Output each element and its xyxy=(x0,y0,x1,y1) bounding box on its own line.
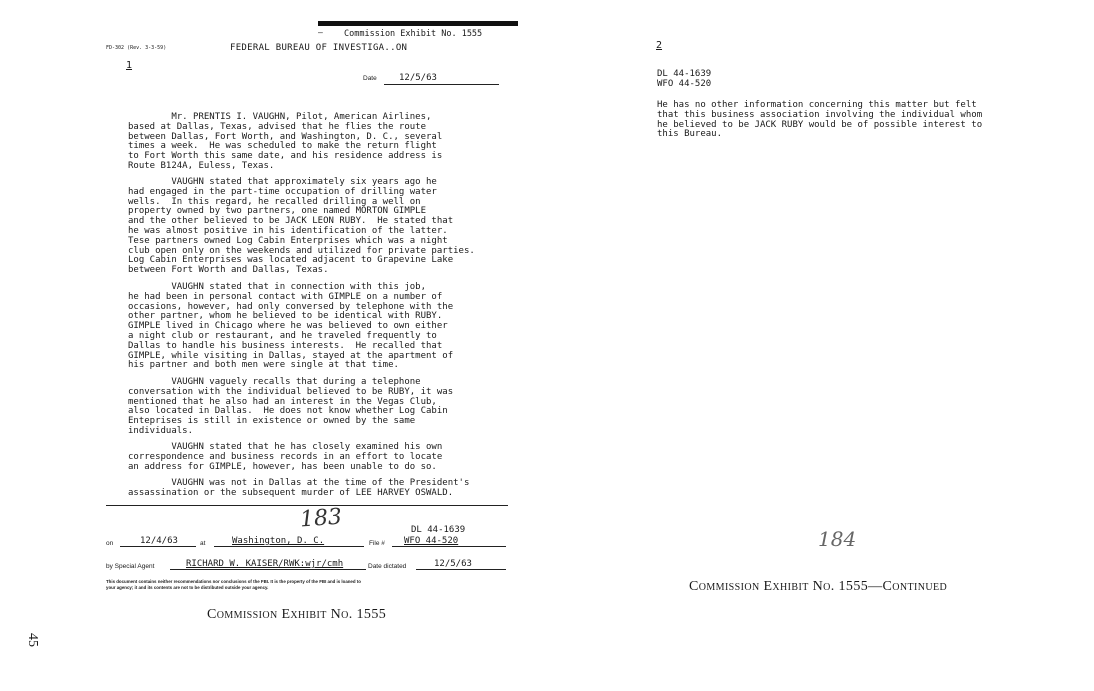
file-number-underline xyxy=(392,546,506,547)
margin-page-number: 45 xyxy=(25,633,40,647)
at-label: at xyxy=(200,540,206,547)
paragraph-4: VAUGHN vaguely recalls that during a telephone conversation with the individual believed to be RUBY, it was mentioned that he also had an interest in the Vegas Club, also located in Dallas. He does not know whether Log Cabin Enteprises is still in existence or owned by the same individuals. xyxy=(128,377,454,436)
footer-separator xyxy=(106,505,508,506)
agent-underline xyxy=(170,569,366,570)
agent-name: RICHARD W. KAISER/RWK:wjr/cmh xyxy=(186,559,344,569)
on-label: on xyxy=(106,540,114,547)
handwritten-page-number: 183 xyxy=(299,504,343,533)
paragraph-2: VAUGHN stated that approximately six years ago he had engaged in the part-time occupation of drilling water wells. In this regard, he recalled drilling a well on property owned by two partners, one named MORTON GIMPLE and the other believed to be JACK LEON RUBY. He stated that he was almost positive in his identification of the latter. Tese partners owned Log Cabin Enterprises which was a night club open only on the weekends and utilized for private parties. Log Cabin Enterprises was located adjacent to Grapevine Lake between Fort Worth and Dallas, Texas. xyxy=(128,177,475,276)
dictated-label: Date dictated xyxy=(368,563,407,570)
date-value: 12/5/63 xyxy=(399,73,437,83)
right-handwritten-page-number: 184 xyxy=(818,527,857,551)
form-number: FD-302 (Rev. 3-3-59) xyxy=(106,45,167,51)
paragraph-3: VAUGHN stated that in connection with this job, he had been in personal contact with GIMPLE on a number of occasions, however, had only conversed by telephone with the other partner, whom he believed to be identical with RUBY. GIMPLE lived in Chicago where he was believed to own either a night club or restaurant, and he traveled frequently to Dallas to handle his business interests. He recalled that GIMPLE, while visiting in Dallas, stayed at the apartment of his partner and both men were single at that time. xyxy=(128,282,454,371)
paragraph-5: VAUGHN stated that he has closely examined his own correspondence and business records in an effort to locate an address for GIMPLE, however, has been unable to do so. xyxy=(128,442,443,472)
paragraph-6: VAUGHN was not in Dallas at the time of the President's assassination or the subsequent murder of LEE HARVEY OSWALD. xyxy=(128,478,470,498)
page-number: 1 xyxy=(126,60,133,71)
interview-location: Washington, D. C. xyxy=(232,536,325,546)
exhibit-caption: Commission Exhibit No. 1555 xyxy=(207,607,387,622)
file-label: File # xyxy=(369,540,385,547)
paragraph-1: Mr. PRENTIS I. VAUGHN, Pilot, American Airlines, based at Dallas, Texas, advised that he flies the route between Dallas, Fort Worth, and Washington, D. C., several times a week. He was scheduled to make the return flight to Fort Worth this same date, and his residence address is Route B124A, Euless, Texas. xyxy=(128,112,443,171)
date-underline xyxy=(384,84,499,85)
file-number: WFO 44-520 xyxy=(404,536,459,546)
dictated-underline xyxy=(416,569,506,570)
right-file-refs: DL 44-1639 WFO 44-520 xyxy=(657,69,712,89)
right-paragraph: He has no other information concerning this matter but felt that this business association involving the individual whom he believed to be JACK RUBY would be of possible interest to this Bureau. xyxy=(657,100,983,140)
exhibit-stamp-dash: — xyxy=(318,28,323,37)
right-page-number: 2 xyxy=(656,40,663,51)
fbi-disclaimer: This document contains neither recommendations nor conclusions of the FBI. It is the property of the FBI and is loaned to your agency; it and its contents are not to be distributed outside your agency. xyxy=(106,579,361,590)
exhibit-stamp-text: Commission Exhibit No. 1555 xyxy=(344,29,483,39)
location-underline xyxy=(214,546,364,547)
agency-header: FEDERAL BUREAU OF INVESTIGA..ON xyxy=(230,43,408,53)
dictated-date: 12/5/63 xyxy=(434,559,472,569)
interview-date-underline xyxy=(120,546,196,547)
right-exhibit-caption: Commission Exhibit No. 1555—Continued xyxy=(689,579,948,594)
file-ref-dl: DL 44-1639 xyxy=(411,525,466,535)
agent-label: by Special Agent xyxy=(106,563,155,570)
exhibit-stamp-bar xyxy=(318,21,518,26)
interview-date: 12/4/63 xyxy=(140,536,178,546)
date-label: Date xyxy=(363,75,377,82)
